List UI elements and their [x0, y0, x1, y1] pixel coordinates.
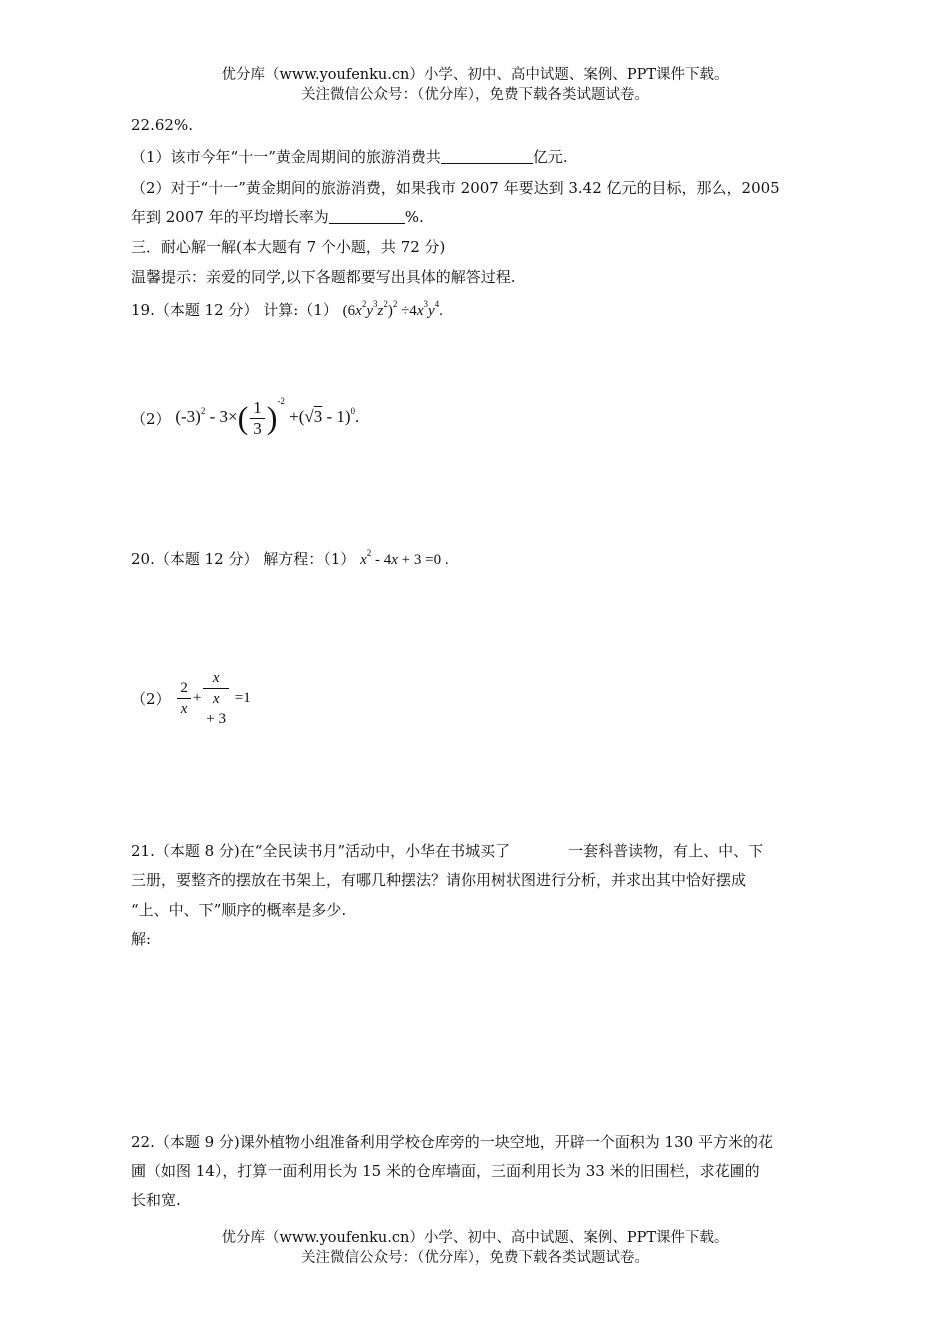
- q21-text-b: 一套科普读物，有上、中、下: [568, 842, 764, 860]
- q20-2-label: （2）: [131, 690, 171, 708]
- q20-label: 20.（本题 12 分） 解方程：（1）: [131, 550, 356, 568]
- question-21-line-2: 三册，要整齐的摆放在书架上，有哪几种摆法？请你用树状图进行分析，并求出其中恰好摆成: [131, 871, 747, 889]
- q18-1-text: （1）该市今年“十一”黄金周期间的旅游消费共: [131, 148, 441, 166]
- question-22-line-1: 22.（本题 9 分)课外植物小组准备利用学校仓库旁的一块空地，开辟一个面积为 130 平方米的花: [131, 1133, 773, 1151]
- q18-2-answer-blank[interactable]: [329, 207, 405, 224]
- question-18-part-2-line-1: （2）对于“十一”黄金期间的旅游消费，如果我市 2007 年要达到 3.42 亿元的目标，那么，2005: [131, 179, 780, 197]
- carry-over-line: 22.62%.: [131, 116, 193, 134]
- q18-2-unit: %.: [404, 208, 424, 226]
- q19-2-fraction: $\frac{1}{3}$: [250, 398, 265, 439]
- footer-line-1: 优分库（www.youfenku.cn）小学、初中、高中试题、案例、PPT课件下载。: [221, 1230, 729, 1246]
- header-line-1: 优分库（www.youfenku.cn）小学、初中、高中试题、案例、PPT课件下载。: [221, 67, 729, 83]
- q19-2-label: （2）: [131, 410, 171, 428]
- question-22-line-3: 长和宽.: [131, 1191, 181, 1209]
- q20-2-expression: $\frac{2}{x}$ + x x + 3 =1: [175, 690, 250, 706]
- question-21-answer-label: 解:: [131, 930, 152, 948]
- question-20-part-1: [131, 548, 449, 569]
- header-line-2: 关注微信公众号：（优分库），免费下载各类试题试卷。: [301, 87, 649, 103]
- q20-2-fraction-a: $\frac{2}{x}$: [177, 678, 191, 719]
- question-20-part-2: [131, 668, 251, 729]
- footer-line-2: 关注微信公众号：（优分库），免费下载各类试题试卷。: [301, 1250, 649, 1266]
- q18-1-answer-blank[interactable]: [441, 147, 533, 164]
- q21-text-a: 21.（本题 8 分)在“全民读书月”活动中，小华在书城买了: [131, 842, 511, 860]
- question-19-part-2: [131, 398, 359, 439]
- q19-2-expression: $(-3)^2 - 3\times$( $\frac{1}{3}$ )$^{-2}$ +(√3 - 1)$^0$.: [175, 396, 360, 438]
- q19-label: 19.（本题 12 分） 计算:（1）: [131, 301, 338, 319]
- question-21-line-1: [131, 840, 763, 861]
- q18-1-unit: 亿元.: [532, 148, 568, 166]
- question-21-line-3: “上、中、下”顺序的概率是多少.: [131, 901, 347, 919]
- q18-2-text: 年到 2007 年的平均增长率为: [131, 208, 329, 226]
- q19-1-expression: $(6x^2y^3z^2)^2 \div 4x^3y^4$.: [342, 299, 443, 319]
- q20-1-expression: $x^2 - 4x + 3 =0$ .: [360, 548, 449, 568]
- section-3-title: 三．耐心解一解(本大题有 7 个小题，共 72 分): [131, 238, 446, 256]
- q20-2-fraction-b: x x + 3: [203, 668, 229, 729]
- question-18-part-1: [131, 146, 568, 167]
- section-3-tip: 温馨提示：亲爱的同学,以下各题都要写出具体的解答过程.: [131, 268, 516, 286]
- question-22-line-2: 圃（如图 14），打算一面利用长为 15 米的仓库墙面，三面利用长为 33 米的旧围栏，求花圃的: [131, 1162, 760, 1180]
- question-18-part-2-line-2: [131, 206, 424, 227]
- question-19-part-1: [131, 299, 443, 320]
